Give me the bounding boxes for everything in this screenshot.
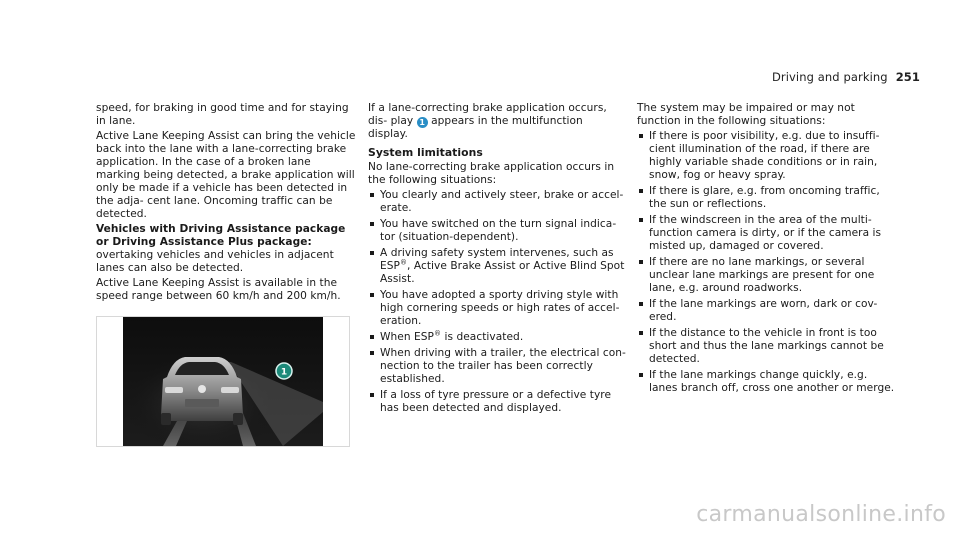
bold-lead: Vehicles with Driving Assistance package or Driving Assistance Plus package: xyxy=(96,223,346,248)
paragraph: No lane-correcting brake application occurs in the following situations: xyxy=(368,161,615,186)
car-rear-icon xyxy=(161,357,243,425)
list-item: You have adopted a sporty driving style with high cornering speeds or high rates of accel- eration. xyxy=(368,289,626,328)
page-header xyxy=(772,70,920,84)
paragraph xyxy=(368,102,626,141)
paragraph: The system may be impaired or may not function in the following situations: xyxy=(637,102,855,127)
paragraph-text: appears in the multifunction display. xyxy=(368,115,583,140)
impairment-list xyxy=(637,130,899,395)
registered-mark: ® xyxy=(434,329,442,338)
list-item: If there is glare, e.g. from oncoming traffic, the sun or reflections. xyxy=(637,185,899,211)
column-3 xyxy=(637,102,899,398)
callout-badge: 1 xyxy=(417,117,428,128)
list-item: If there is poor visibility, e.g. due to insuffi- cient illumination of the road, if there are highly variable shade conditions or in rain, snow, fog or heavy spray. xyxy=(637,130,899,182)
column-1 xyxy=(96,102,358,305)
list-item: If a loss of tyre pressure or a defective tyre has been detected and displayed. xyxy=(368,389,626,415)
list-item: If the lane markings change quickly, e.g. lanes branch off, cross one another or merge. xyxy=(637,369,899,395)
list-item: If the distance to the vehicle in front is too short and thus the lane markings cannot be detected. xyxy=(637,327,899,366)
list-item xyxy=(368,331,626,344)
section-title: Driving and parking xyxy=(771,70,888,84)
section-heading: System limitations xyxy=(368,146,483,159)
list-item: If the lane markings are worn, dark or cov- ered. xyxy=(637,298,899,324)
item-text: When ESP xyxy=(380,331,434,343)
callout-label: 1 xyxy=(280,367,288,378)
paragraph: Active Lane Keeping Assist can bring the vehicle back into the lane with a lane-correcting brake application. In the case of a broken lane marking being detected, a brake application will only be made if a vehicle has been detected in the adja- cent lane. Oncoming traffic can be detected. xyxy=(96,130,356,220)
paragraph-rest: overtaking vehicles and vehicles in adjacent lanes can also be detected. xyxy=(96,249,334,274)
column-2 xyxy=(368,102,626,418)
paragraph: speed, for braking in good time and for staying in lane. xyxy=(96,102,349,127)
paragraph-text: If a lane-correcting brake application occurs, dis- play xyxy=(368,102,607,127)
paragraph xyxy=(96,223,358,275)
item-text: is deactivated. xyxy=(441,331,524,343)
list-item: You clearly and actively steer, brake or accel- erate. xyxy=(368,189,626,215)
item-text: , Active Brake Assist or Active Blind Spot Assist. xyxy=(380,260,625,285)
limitations-list xyxy=(368,189,626,415)
registered-mark: ® xyxy=(399,258,408,267)
list-item: If there are no lane markings, or several unclear lane markings are present for one lane, e.g. around roadworks. xyxy=(637,256,899,295)
list-item xyxy=(368,247,626,286)
list-item: When driving with a trailer, the electrical con- nection to the trailer has been correctly established. xyxy=(368,347,626,386)
dashboard-figure xyxy=(96,316,350,447)
list-item: If the windscreen in the area of the multi- function camera is dirty, or if the camera is misted up, damaged or covered. xyxy=(637,214,899,253)
item-text: A driving safety system intervenes, such as ESP xyxy=(380,247,614,272)
paragraph: Active Lane Keeping Assist is available in the speed range between 60 km/h and 200 km/h. xyxy=(96,277,341,302)
car-lane-illustration xyxy=(123,317,323,446)
list-item: You have switched on the turn signal indica- tor (situation-dependent). xyxy=(368,218,626,244)
page-number: 251 xyxy=(895,70,920,84)
watermark: carmanualsonline.info xyxy=(696,502,946,527)
callout-1 xyxy=(276,363,292,379)
